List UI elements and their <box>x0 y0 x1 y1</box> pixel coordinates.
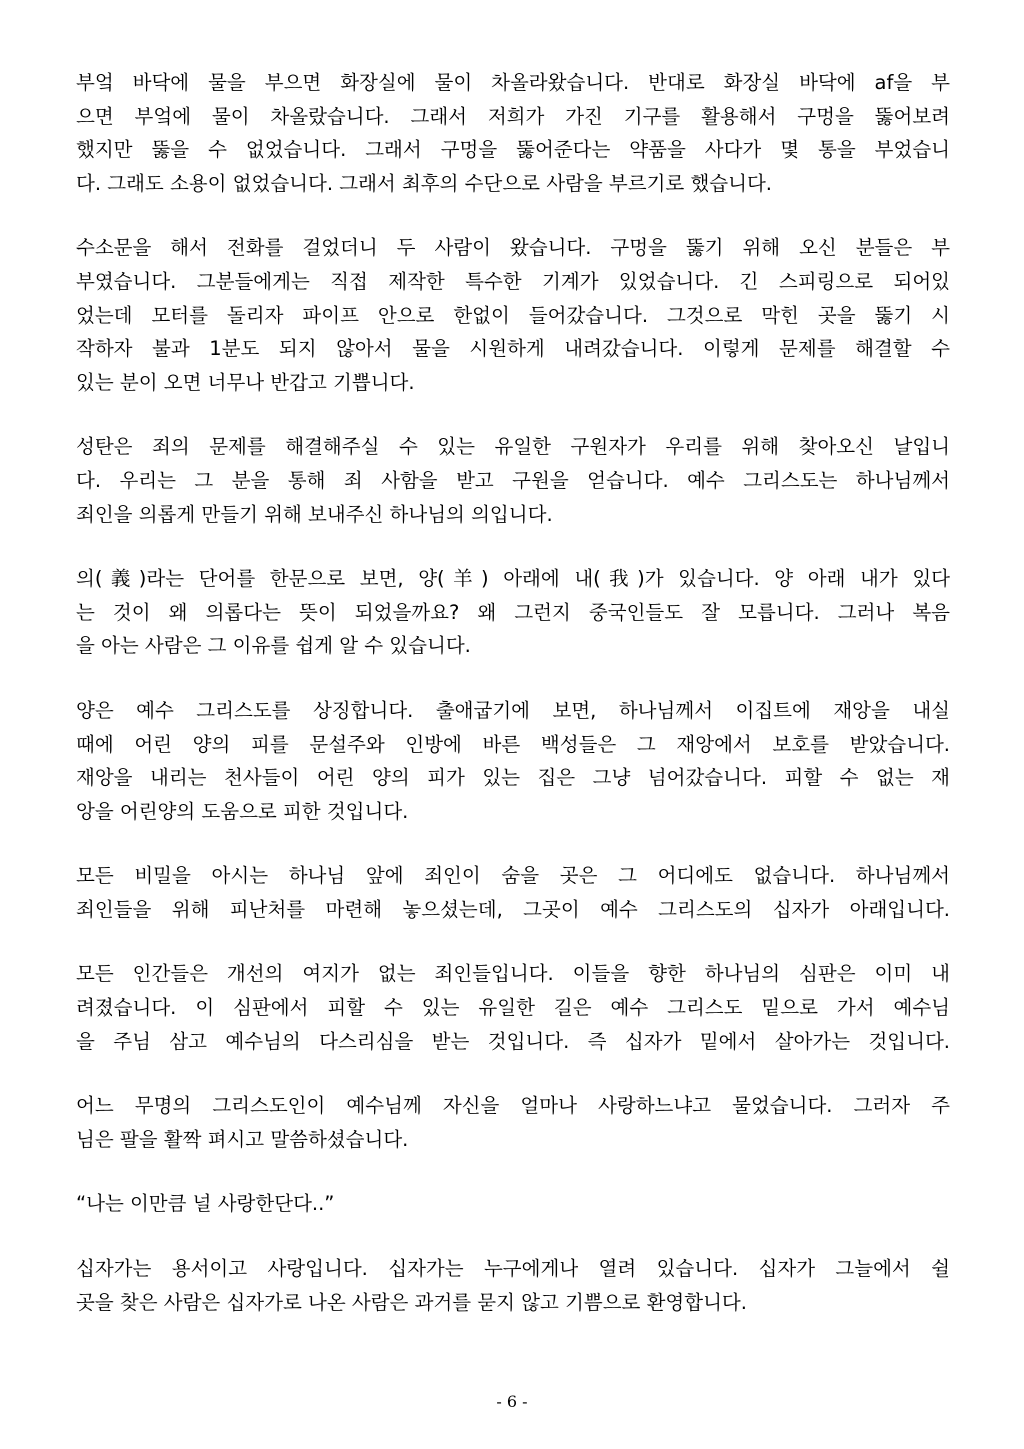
paragraph-2 <box>76 231 950 399</box>
document-body <box>76 66 950 1350</box>
paragraph-1 <box>76 66 950 200</box>
text-line: 려졌습니다. 이 심판에서 피할 수 있는 유일한 길은 예수 그리스도 밑으로 가서 예수님 <box>76 996 950 1020</box>
text-line: 었는데 모터를 돌리자 파이프 안으로 한없이 들어갔습니다. 그것으로 막힌 곳을 뚫기 시 <box>76 303 950 327</box>
text-line: 수소문을 해서 전화를 걸었더니 두 사람이 왔습니다. 구멍을 뚫기 위해 오신 분들은 부 <box>76 236 950 260</box>
paragraph-5 <box>76 694 950 828</box>
text-line: 부였습니다. 그분들에게는 직접 제작한 특수한 기계가 있었습니다. 긴 스피링으로 되어있 <box>76 269 950 293</box>
text-line: 님은 팔을 활짝 펴시고 말씀하셨습니다. <box>76 1127 409 1151</box>
text-line: 을 주님 삼고 예수님의 다스리심을 받는 것입니다. 즉 십자가 밑에서 살아가는 것입니다. <box>76 1029 950 1053</box>
text-line: 성탄은 죄의 문제를 해결해주실 수 있는 유일한 구원자가 우리를 위해 찾아오신 날입니 <box>76 435 950 459</box>
text-line: 어느 무명의 그리스도인이 예수님께 자신을 얼마나 사랑하느냐고 물었습니다. 그러자 주 <box>76 1094 950 1118</box>
text-line: 부엌 바닥에 물을 부으면 화장실에 물이 차올라왔습니다. 반대로 화장실 바닥에 af을 부 <box>76 71 950 94</box>
text-line: 다. 우리는 그 분을 통해 죄 사함을 받고 구원을 얻습니다. 예수 그리스도는 하나님께서 <box>76 468 950 492</box>
paragraph-3 <box>76 430 950 531</box>
text-line: 양은 예수 그리스도를 상징합니다. 출애굽기에 보면, 하나님께서 이집트에 재앙을 내실 <box>76 698 950 722</box>
text-line: 죄인을 의롭게 만들기 위해 보내주신 하나님의 의입니다. <box>76 502 553 526</box>
text-line: 곳을 찾은 사람은 십자가로 나온 사람은 과거를 묻지 않고 기쁨으로 환영합니다. <box>76 1290 747 1314</box>
text-line: 했지만 뚫을 수 없었습니다. 그래서 구멍을 뚫어준다는 약품을 사다가 몇 통을 부었습니 <box>76 138 950 162</box>
text-line: 죄인들을 위해 피난처를 마련해 놓으셨는데, 그곳이 예수 그리스도의 십자가 아래입니다. <box>76 897 950 921</box>
paragraph-7 <box>76 957 950 1058</box>
text-line: 는 것이 왜 의롭다는 뜻이 되었을까요? 왜 그런지 중국인들도 잘 모릅니다. 그러나 복음 <box>76 600 950 624</box>
paragraph-10 <box>76 1252 950 1319</box>
text-line: 때에 어린 양의 피를 문설주와 인방에 바른 백성들은 그 재앙에서 보호를 받았습니다. <box>76 732 950 756</box>
text-line: 을 아는 사람은 그 이유를 쉽게 알 수 있습니다. <box>76 634 471 658</box>
quote-line: “나는 이만큼 널 사랑한단다..” <box>76 1192 335 1216</box>
text-line: 모든 비밀을 아시는 하나님 앞에 죄인이 숨을 곳은 그 어디에도 없습니다. 하나님께서 <box>76 864 950 888</box>
text-line: 재앙을 내리는 천사들이 어린 양의 피가 있는 집은 그냥 넘어갔습니다. 피할 수 없는 재 <box>76 766 950 790</box>
paragraph-4 <box>76 562 950 663</box>
text-line: 으면 부엌에 물이 차올랐습니다. 그래서 저희가 가진 기구를 활용해서 구멍을 뚫어보려 <box>76 104 950 128</box>
text-line: 작하자 불과 1분도 되지 않아서 물을 시원하게 내려갔습니다. 이렇게 문제를 해결할 수 <box>76 337 950 361</box>
text-line: 의(義)라는 단어를 한문으로 보면, 양(羊) 아래에 내(我)가 있습니다. 양 아래 내가 있다 <box>76 567 950 591</box>
paragraph-6 <box>76 859 950 926</box>
text-line: 앙을 어린양의 도움으로 피한 것입니다. <box>76 799 409 823</box>
paragraph-8 <box>76 1089 950 1156</box>
text-line: 있는 분이 오면 너무나 반갑고 기쁩니다. <box>76 370 415 394</box>
text-line: 다. 그래도 소용이 없었습니다. 그래서 최후의 수단으로 사람을 부르기로 했습니다. <box>76 171 773 195</box>
text-line: 모든 인간들은 개선의 여지가 없는 죄인들입니다. 이들을 향한 하나님의 심판은 이미 내 <box>76 962 950 986</box>
quote-paragraph <box>76 1187 950 1221</box>
page-number: - 6 - <box>496 1392 528 1411</box>
text-line: 십자가는 용서이고 사랑입니다. 십자가는 누구에게나 열려 있습니다. 십자가 그늘에서 쉴 <box>76 1257 950 1281</box>
